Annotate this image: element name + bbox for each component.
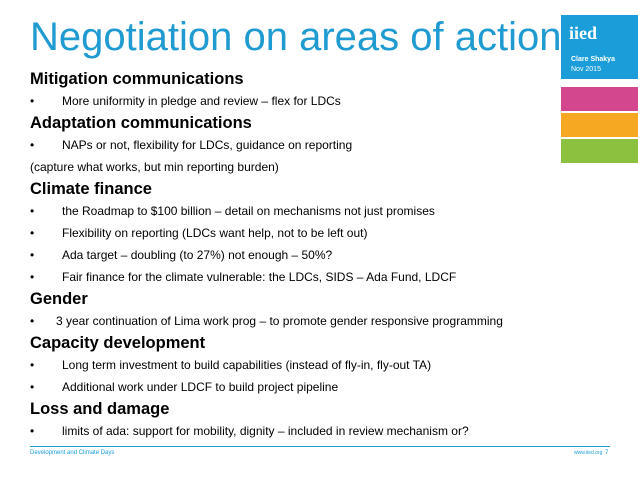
bullet-glyph: • <box>30 424 35 438</box>
section-heading-capacity-development: Capacity development <box>30 334 206 352</box>
bullet-glyph: • <box>30 248 35 262</box>
section-heading-climate-finance: Climate finance <box>30 180 152 198</box>
bullet-text: More uniformity in pledge and review – flex for LDCs <box>62 94 341 108</box>
bullet-glyph: • <box>30 358 35 372</box>
iied-logo: iied <box>569 23 598 43</box>
bullet-text: limits of ada: support for mobility, dignity – included in review mechanism or? <box>62 424 469 438</box>
bullet-glyph: • <box>30 270 35 284</box>
bullet-text: Fair finance for the climate vulnerable: the LDCs, SIDS – Ada Fund, LDCF <box>62 270 457 284</box>
bullet-text: NAPs or not, flexibility for LDCs, guidance on reporting <box>62 138 353 152</box>
footer-url: www.iied.org <box>574 450 603 456</box>
section-note: (capture what works, but min reporting burden) <box>30 160 279 174</box>
presenter-name: Clare Shakya <box>571 56 615 63</box>
section-heading-mitigation: Mitigation communications <box>30 70 244 88</box>
bullet-item <box>30 200 590 222</box>
bullet-item <box>30 266 590 288</box>
bullet-text: Additional work under LDCF to build project pipeline <box>62 380 339 394</box>
bullet-text: the Roadmap to $100 billion – detail on mechanisms not just promises <box>62 204 435 218</box>
bullet-item <box>30 222 590 244</box>
presentation-date: Nov 2015 <box>571 66 601 73</box>
bullet-text: Ada target – doubling (to 27%) not enough – 50%? <box>62 248 333 262</box>
bullet-item <box>30 310 590 332</box>
bullet-glyph: • <box>30 204 35 218</box>
slide-title: Negotiation on areas of action <box>30 15 562 59</box>
bullet-item <box>30 244 590 266</box>
bullet-glyph: • <box>30 94 35 108</box>
section-heading-loss-and-damage: Loss and damage <box>30 400 170 418</box>
bullet-item <box>30 134 590 156</box>
section-heading-adaptation: Adaptation communications <box>30 114 252 132</box>
bullet-item <box>30 90 590 112</box>
bullet-item <box>30 354 590 376</box>
bullet-glyph: • <box>30 380 35 394</box>
slide-content <box>30 68 590 442</box>
bullet-text: 3 year continuation of Lima work prog – to promote gender responsive programming <box>56 314 503 328</box>
bullet-item <box>30 376 590 398</box>
footer-event-name: Development and Climate Days <box>30 450 115 456</box>
section-heading-gender: Gender <box>30 290 88 308</box>
page-number: 7 <box>605 450 609 456</box>
bullet-glyph: • <box>30 226 35 240</box>
footer-divider <box>30 446 610 447</box>
bullet-text: Long term investment to build capabilities (instead of fly-in, fly-out TA) <box>62 358 432 372</box>
bullet-text: Flexibility on reporting (LDCs want help, not to be left out) <box>62 226 368 240</box>
bullet-glyph: • <box>30 314 35 328</box>
bullet-item <box>30 420 590 442</box>
bullet-glyph: • <box>30 138 35 152</box>
